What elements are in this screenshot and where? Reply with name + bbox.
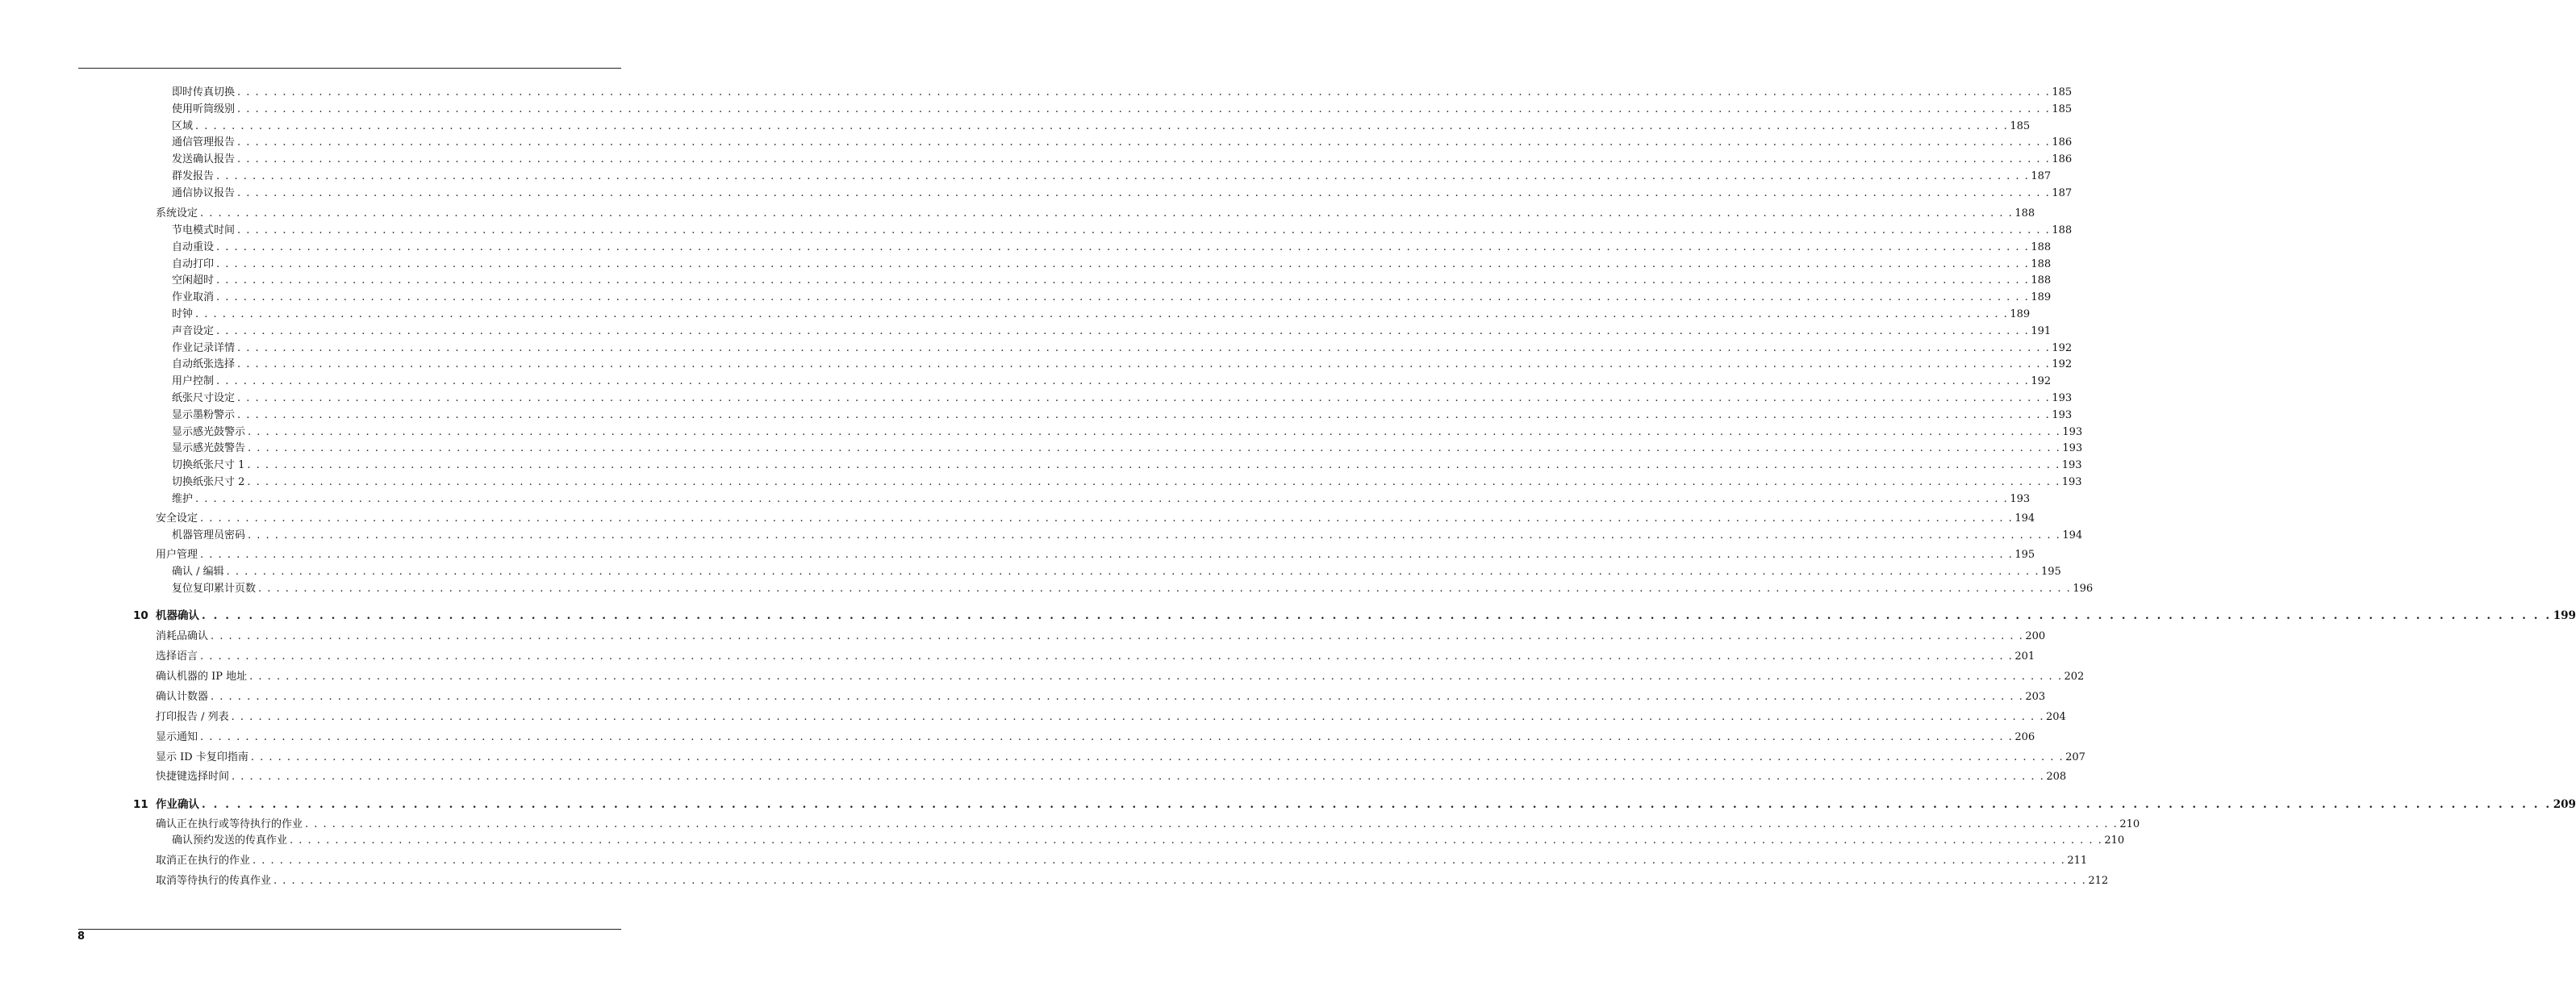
toc-entry-title: 声音设定 <box>172 325 215 337</box>
toc-entry-title: 区域 <box>172 120 194 132</box>
toc-entry-title: 复位复印累计页数 <box>172 583 257 595</box>
dot-leader: . . . . . . . . . . . . . . . . . . . . . . . . . . . . . . . . . . . . . . . . . . . . . . . . . . . . . . . . . . . . . . . . . . . . . . . . . . . . . . . . . . . . . . . . . . . . . . . . . . . . . . . . . . . . . . . . . . . . . . . . . . . . . . . . . . . . . . . . . . . . . . . . . . . . . . . . . . . . . . . . . . . . . . . . . . . . . . . . . . . . . . . . . . . . . . . . . . . . . . . . <box>249 671 2063 683</box>
toc-entry[interactable] <box>172 274 2052 288</box>
toc-entry-page: 186 <box>2052 136 2073 148</box>
toc-entry[interactable] <box>156 512 2035 526</box>
toc-entry[interactable] <box>156 710 2066 725</box>
dot-leader: . . . . . . . . . . . . . . . . . . . . . . . . . . . . . . . . . . . . . . . . . . . . . . . . . . . . . . . . . . . . . . . . . . . . . . . . . . . . . . . . . . . . . . . . . . . . . . . . . . . . . . . . . . . . . . . . . . . . . . . . . . . . . . . . . . . . . . . . . . . . . . . . . . . . . . . . . . . . . . . . . . . . . . . . . . . . . . . . . . . . . . . . . . . . . . . . . . . . . . . . <box>273 875 2087 887</box>
toc-entry[interactable] <box>172 169 2052 184</box>
toc-entry-page: 210 <box>2104 834 2125 847</box>
toc-entry[interactable] <box>172 458 2082 473</box>
dot-leader: . . . . . . . . . . . . . . . . . . . . . . . . . . . . . . . . . . . . . . . . . . . . . . . . . . . . . . . . . . . . . . . . . . . . . . . . . . . . . . . . . . . . . . . . . . . . . . . . . . . . . . . . . . . . . . . . . . . . . . . . . . . . . . . . . . . . . . . . . . . . . . . . . . . . . . . . . . . . . . . . . . . . . . . . . . . . . . . . . . . . . . . . . . . . . . . . . . . . . . . . <box>200 549 2014 561</box>
toc-entry-title: 确认预约发送的传真作业 <box>172 834 288 847</box>
toc-entry-page: 188 <box>2014 207 2035 220</box>
toc-entry-title: 确认 / 编辑 <box>172 566 224 578</box>
toc-entry[interactable] <box>172 153 2073 167</box>
toc-entry-page: 195 <box>2014 549 2035 561</box>
toc-entry-title: 节电模式时间 <box>172 224 236 236</box>
toc-entry-title: 即时传真切换 <box>172 86 236 98</box>
toc-entry-title: 消耗品确认 <box>156 630 209 642</box>
toc-entry-title: 发送确认报告 <box>172 153 236 165</box>
dot-leader: . . . . . . . . . . . . . . . . . . . . . . . . . . . . . . . . . . . . . . . . . . . . . . . . . . . . . . . . . . . . . . . . . . . . . . . . . . . . . . . . . . . . . . . . . . . . . . . . . . . . . . . . . . . . . . . . . . . . . . . . . . . . . . . . . . . . . . . . . . . . . . . . . . . . . . . . . . . . . . . . . . . . . . . . . . . . . . . . . . . . . . . . . . . . . . . . . . . . . . . . <box>237 86 2051 98</box>
toc-entry-page: 193 <box>2061 459 2082 471</box>
toc-entry-title: 快捷键选择时间 <box>156 771 230 783</box>
dot-leader: . . . . . . . . . . . . . . . . . . . . . . . . . . . . . . . . . . . . . . . . . . . . . . . . . . . . . . . . . . . . . . . . . . . . . . . . . . . . . . . . . . . . . . . . . . . . . . . . . . . . . . . . . . . . . . . . . . . . . . . . . . . . . . . . . . . . . . . . . . . . . . . . . . . . . . . . . . . . . . . . . . . . . . . . . . . . . . . . . . . . . . . . . . . . . . . . . . . . . . . . <box>250 751 2065 763</box>
toc-entry-title: 作业取消 <box>172 291 215 303</box>
toc-entry-title: 显示通知 <box>156 731 198 743</box>
toc-entry[interactable] <box>172 186 2073 201</box>
toc-entry[interactable] <box>156 548 2035 562</box>
toc-entry-title: 取消正在执行的作业 <box>156 855 251 867</box>
toc-entry-page: 196 <box>2073 583 2094 595</box>
toc-entry-title: 切换纸张尺寸 2 <box>172 476 245 488</box>
toc-entry-title: 确认正在执行或等待执行的作业 <box>156 818 303 830</box>
dot-leader: . . . . . . . . . . . . . . . . . . . . . . . . . . . . . . . . . . . . . . . . . . . . . . . . . . . . . . . . . . . . . . . . . . . . . . . . . . . . . . . . . . . . . . . . . . . . . . . . . . . . . . . . . . . . . . . . . . . . . . . . . . . . . . . . . . . . . . . . . . . . . . . . . . . . . . . . . . . . . . . . . . . . . . . . . . . . . . . . . . . . . . . . . . . . . . . . . . . . . . . . <box>248 529 2061 541</box>
dot-leader: . . . . . . . . . . . . . . . . . . . . . . . . . . . . . . . . . . . . . . . . . . . . . . . . . . . . . . . . . . . . . . . . . . . . . . . . . . . . . . . . . . . . . . . . . . . . . . . . . . . . . . . . . . . . . . . . . . . . . . . . . . . . . . . . . . . . . . . . . . . . . . . . . . . . . . . . . . . . . . . . . . . . . . . . . . . . . . . . . . . . . . . . . . . . . . . . . . . . . . . . <box>200 207 2014 220</box>
toc-entry-title: 显示墨粉警示 <box>172 409 236 421</box>
toc-entry-page: 199 <box>2553 609 2576 622</box>
dot-leader: . . . . . . . . . . . . . . . . . . . . . . . . . . . . . . . . . . . . . . . . . . . . . . . . . . . . . . . . . . . . . . . . . . . . . . . . . . . . . . . . . . . . . . . . . . . . . . . . . . . . . . . . . . . . . . . . . . . . . . . . . . . . . . . . . . . . . . . . . . . . . . . . . . . . . . . . . . . . . . . . . . . . . . . . . . . . . . . . . . . . . . . . . . . . . . . . . . . . . . . . <box>211 691 2024 703</box>
toc-entry[interactable] <box>156 874 2109 889</box>
toc-entry-title: 空闲超时 <box>172 274 215 286</box>
dot-leader: . . . . . . . . . . . . . . . . . . . . . . . . . . . . . . . . . . . . . . . . . . . . . . . . . . . . . . . . . . . . . . . . . . . . . . . . . . . . . . . . . . . . . . . . . . . . . . . . . . . . . . . . . . . . . . . . . . . . . . . . . . . . . . . . . . . . . . . . . . . . . . . . . . . . . . . . . . . . . . . . . . . . . . . . . . . . . . . . . . . . . . . . . . . . . . . . . . . . . . . . <box>216 291 2030 303</box>
toc-entry-page: 189 <box>2031 291 2052 303</box>
toc-entry-title: 系统设定 <box>156 207 198 220</box>
toc-entry-title: 维护 <box>172 493 194 505</box>
toc-entry-page: 193 <box>2061 476 2082 488</box>
dot-leader: . . . . . . . . . . . . . . . . . . . . . . . . . . . . . . . . . . . . . . . . . . . . . . . . . . . . . . . . . . . . . . . . . . . . . . . . . . . . . . . . . . . . . . . . . . . . . . . . . . . . . . . . . . . . . . . . . . . . . . . . . . . . . . . . . . . . . . . . . . . . . . . . . . . . . . . . . . . . . . . . . . . . . . . . . . . . . . . . . . . . . . . . . . . . . . . . . . . . . . . . <box>247 476 2060 488</box>
toc-entry-title: 群发报告 <box>172 170 215 182</box>
toc-entry[interactable] <box>172 475 2082 490</box>
dot-leader: . . . . . . . . . . . . . . . . . . . . . . . . . . . . . . . . . . . . . . . . . . . . . . . . . . . . . . . . . . . . . . . . . . . . . . . . . . . . . . . . . . . . . . . . . . . . . . . . . . . . . . . . . . . . . . . . . . . . . . . . . . . . . . . . . . . . . . . . . . . . . . . . . . . . . . . . . . . . . . . . . . . . . . . . . . . . . . . . . . . . . . . . . . . . . . . . . . . . . . . . <box>305 818 2119 830</box>
toc-entry-page: 187 <box>2052 187 2073 199</box>
toc-entry[interactable] <box>172 374 2052 389</box>
toc-entry[interactable] <box>172 582 2094 596</box>
toc-entry-page: 187 <box>2031 170 2052 182</box>
toc-entry[interactable] <box>172 358 2073 372</box>
toc-entry[interactable] <box>172 492 2031 507</box>
toc-entry-title: 确认机器的 IP 地址 <box>156 671 248 683</box>
dot-leader: . . . . . . . . . . . . . . . . . . . . . . . . . . . . . . . . . . . . . . . . . . . . . . . . . . . . . . . . . . . . . . . . . . . . . . . . . . . . . . . . . . . . . . . . . . . . . . . . . . . . . . . . . . . . . . . . . . . . . . . . . . . . . . . . . . . . . . . . . . . . . . . . . . . . . . . . . . . . . . . . . . . . . . . . . . . . . . . . . . . . . . . . . . . . . . . . . . . . . . . . <box>226 566 2040 578</box>
toc-entry[interactable] <box>156 690 2046 705</box>
dot-leader: . . . . . . . . . . . . . . . . . . . . . . . . . . . . . . . . . . . . . . . . . . . . . . . . . . . . . . . . . . . . . . . . . . . . . . . . . . . . . . . . . . . . . . . . . . . . . . . . . . . . . . . . . . . . . . . . . . . . . . . . . . . . . . . . . . . . . . . . . . . . . . . . . . . . . . . . . . . . . . . . . . . . . . . . . . . . . . . . . . . . . . . . . . . . . . . . . . . . . . . . <box>216 170 2030 182</box>
dot-leader: . . . . . . . . . . . . . . . . . . . . . . . . . . . . . . . . . . . . . . . . . . . . . . . . . . . . . . . . . . . . . . . . . . . . . . . . . . . . . . . . . . . . . . . . . . . . . . . . . . . . . . . . . . . . . . . . . . . . . . . . . . . . . . . . . . . . . . . . . . . . . . . . . . . . . . . . . . . . . . . . . . . . . . . . . . . . . . . . . . . . . . . . . . . . . . . . . . . . . . . . <box>237 153 2051 165</box>
toc-entry[interactable] <box>172 119 2031 134</box>
toc-entry-title: 使用听筒级别 <box>172 103 236 115</box>
dot-leader: . . . . . . . . . . . . . . . . . . . . . . . . . . . . . . . . . . . . . . . . . . . . . . . . . . . . . . . . . . . . . . . . . . . . . . . . . . . . . . . . . . . . . . . . . . . . . . . . . . . . . . . . . . . . . . . . . . . . . . . . . . . . . . . . . . . . . . . . . . . . . . . . . . . . . . . . . . . . . . . . . . . . . . . . . . . . . . . . . . . . . . . . . . . . . . . . . . . . . . . . <box>237 409 2051 421</box>
toc-entry-page: 194 <box>2062 529 2083 541</box>
toc-entry-title: 用户管理 <box>156 549 198 561</box>
toc-entry-page: 193 <box>2052 409 2073 421</box>
toc-entry[interactable] <box>172 102 2073 117</box>
dot-leader: . . . . . . . . . . . . . . . . . . . . . . . . . . . . . . . . . . . . . . . . . . . . . . . . . . . . . . . . . . . . . . . . . . . . . . . . . . . . . . . . . . . . . . . . . . . . . . . . . . . . . . . . . . . . . . . . . . . . . . . . . . . . . . . . . . . . . . . . . . . . . . . . . . . . . . . . . . . . . . . . . . . . . . . . . . . . . . . . . . . . . . . . . . . . . . . . . . . . . . . . <box>248 442 2061 454</box>
toc-entry-page: 206 <box>2014 731 2035 743</box>
toc-entry[interactable] <box>172 257 2052 272</box>
dot-leader: . . . . . . . . . . . . . . . . . . . . . . . . . . . . . . . . . . . . . . . . . . . . . . . . . . . . . . . . . . . . . . . . . . . . . . . . . . . . . . . . . . . . . . . . . . . . . . . . . . . . . . . . . . . . . . . . . . . . . . . . . . . . . . . . . . . . . . . . . . . . . . . . . . . . . . . . . . . . . . . . . . . . . . . . . . . . . . . . . . . . . . . . . . . . . . . . . . . . . . . . <box>202 609 2552 622</box>
toc-entry-title: 纸张尺寸设定 <box>172 392 236 404</box>
toc-entry-page: 192 <box>2031 375 2052 387</box>
toc-entry-page: 188 <box>2031 258 2052 270</box>
dot-leader: . . . . . . . . . . . . . . . . . . . . . . . . . . . . . . . . . . . . . . . . . . . . . . . . . . . . . . . . . . . . . . . . . . . . . . . . . . . . . . . . . . . . . . . . . . . . . . . . . . . . . . . . . . . . . . . . . . . . . . . . . . . . . . . . . . . . . . . . . . . . . . . . . . . . . . . . . . . . . . . . . . . . . . . . . . . . . . . . . . . . . . . . . . . . . . . . . . . . . . . . <box>216 258 2030 270</box>
dot-leader: . . . . . . . . . . . . . . . . . . . . . . . . . . . . . . . . . . . . . . . . . . . . . . . . . . . . . . . . . . . . . . . . . . . . . . . . . . . . . . . . . . . . . . . . . . . . . . . . . . . . . . . . . . . . . . . . . . . . . . . . . . . . . . . . . . . . . . . . . . . . . . . . . . . . . . . . . . . . . . . . . . . . . . . . . . . . . . . . . . . . . . . . . . . . . . . . . . . . . . . . <box>237 187 2051 199</box>
dot-leader: . . . . . . . . . . . . . . . . . . . . . . . . . . . . . . . . . . . . . . . . . . . . . . . . . . . . . . . . . . . . . . . . . . . . . . . . . . . . . . . . . . . . . . . . . . . . . . . . . . . . . . . . . . . . . . . . . . . . . . . . . . . . . . . . . . . . . . . . . . . . . . . . . . . . . . . . . . . . . . . . . . . . . . . . . . . . . . . . . . . . . . . . . . . . . . . . . . . . . . . . <box>237 103 2051 115</box>
toc-entry-page: 194 <box>2014 512 2035 525</box>
toc-entry-page: 200 <box>2025 630 2046 642</box>
toc-entry[interactable] <box>172 391 2073 406</box>
toc-entry-page: 192 <box>2052 342 2073 354</box>
dot-leader: . . . . . . . . . . . . . . . . . . . . . . . . . . . . . . . . . . . . . . . . . . . . . . . . . . . . . . . . . . . . . . . . . . . . . . . . . . . . . . . . . . . . . . . . . . . . . . . . . . . . . . . . . . . . . . . . . . . . . . . . . . . . . . . . . . . . . . . . . . . . . . . . . . . . . . . . . . . . . . . . . . . . . . . . . . . . . . . . . . . . . . . . . . . . . . . . . . . . . . . . <box>216 375 2030 387</box>
dot-leader: . . . . . . . . . . . . . . . . . . . . . . . . . . . . . . . . . . . . . . . . . . . . . . . . . . . . . . . . . . . . . . . . . . . . . . . . . . . . . . . . . . . . . . . . . . . . . . . . . . . . . . . . . . . . . . . . . . . . . . . . . . . . . . . . . . . . . . . . . . . . . . . . . . . . . . . . . . . . . . . . . . . . . . . . . . . . . . . . . . . . . . . . . . . . . . . . . . . . . . . . <box>202 798 2552 811</box>
toc-entry-title: 通信协议报告 <box>172 187 236 199</box>
toc-entry[interactable] <box>156 207 2035 221</box>
toc-entry-title: 自动重设 <box>172 241 215 253</box>
toc-entry[interactable] <box>172 408 2073 423</box>
toc-entry-page: 193 <box>2010 493 2031 505</box>
dot-leader: . . . . . . . . . . . . . . . . . . . . . . . . . . . . . . . . . . . . . . . . . . . . . . . . . . . . . . . . . . . . . . . . . . . . . . . . . . . . . . . . . . . . . . . . . . . . . . . . . . . . . . . . . . . . . . . . . . . . . . . . . . . . . . . . . . . . . . . . . . . . . . . . . . . . . . . . . . . . . . . . . . . . . . . . . . . . . . . . . . . . . . . . . . . . . . . . . . . . . . . . <box>258 583 2072 595</box>
toc-entry-title: 机器确认 <box>156 609 199 622</box>
toc-entry-title: 作业记录详情 <box>172 342 236 354</box>
toc-chapter[interactable] <box>133 797 2576 812</box>
toc-entry-title: 选择语言 <box>156 650 198 663</box>
toc-entry-page: 189 <box>2010 308 2031 320</box>
dot-leader: . . . . . . . . . . . . . . . . . . . . . . . . . . . . . . . . . . . . . . . . . . . . . . . . . . . . . . . . . . . . . . . . . . . . . . . . . . . . . . . . . . . . . . . . . . . . . . . . . . . . . . . . . . . . . . . . . . . . . . . . . . . . . . . . . . . . . . . . . . . . . . . . . . . . . . . . . . . . . . . . . . . . . . . . . . . . . . . . . . . . . . . . . . . . . . . . . . . . . . . . <box>211 630 2024 642</box>
toc-entry-page: 188 <box>2052 224 2073 236</box>
toc-entry[interactable] <box>172 565 2061 579</box>
dot-leader: . . . . . . . . . . . . . . . . . . . . . . . . . . . . . . . . . . . . . . . . . . . . . . . . . . . . . . . . . . . . . . . . . . . . . . . . . . . . . . . . . . . . . . . . . . . . . . . . . . . . . . . . . . . . . . . . . . . . . . . . . . . . . . . . . . . . . . . . . . . . . . . . . . . . . . . . . . . . . . . . . . . . . . . . . . . . . . . . . . . . . . . . . . . . . . . . . . . . . . . . <box>195 308 2009 320</box>
toc-entry-page: 207 <box>2065 751 2085 763</box>
dot-leader: . . . . . . . . . . . . . . . . . . . . . . . . . . . . . . . . . . . . . . . . . . . . . . . . . . . . . . . . . . . . . . . . . . . . . . . . . . . . . . . . . . . . . . . . . . . . . . . . . . . . . . . . . . . . . . . . . . . . . . . . . . . . . . . . . . . . . . . . . . . . . . . . . . . . . . . . . . . . . . . . . . . . . . . . . . . . . . . . . . . . . . . . . . . . . . . . . . . . . . . . <box>237 358 2051 370</box>
chapter-number: 11 <box>133 798 148 811</box>
toc-entry[interactable] <box>172 86 2073 100</box>
toc-entry-title: 显示感光鼓警示 <box>172 426 246 438</box>
toc-entry-title: 显示 ID 卡复印指南 <box>156 751 248 763</box>
header-rule <box>78 68 621 69</box>
footer-rule <box>78 929 621 930</box>
dot-leader: . . . . . . . . . . . . . . . . . . . . . . . . . . . . . . . . . . . . . . . . . . . . . . . . . . . . . . . . . . . . . . . . . . . . . . . . . . . . . . . . . . . . . . . . . . . . . . . . . . . . . . . . . . . . . . . . . . . . . . . . . . . . . . . . . . . . . . . . . . . . . . . . . . . . . . . . . . . . . . . . . . . . . . . . . . . . . . . . . . . . . . . . . . . . . . . . . . . . . . . . <box>231 711 2044 723</box>
toc-entry[interactable] <box>172 324 2052 339</box>
toc-entry-title: 时钟 <box>172 308 194 320</box>
dot-leader: . . . . . . . . . . . . . . . . . . . . . . . . . . . . . . . . . . . . . . . . . . . . . . . . . . . . . . . . . . . . . . . . . . . . . . . . . . . . . . . . . . . . . . . . . . . . . . . . . . . . . . . . . . . . . . . . . . . . . . . . . . . . . . . . . . . . . . . . . . . . . . . . . . . . . . . . . . . . . . . . . . . . . . . . . . . . . . . . . . . . . . . . . . . . . . . . . . . . . . . . <box>253 855 2066 867</box>
toc-entry-title: 自动纸张选择 <box>172 358 236 370</box>
dot-leader: . . . . . . . . . . . . . . . . . . . . . . . . . . . . . . . . . . . . . . . . . . . . . . . . . . . . . . . . . . . . . . . . . . . . . . . . . . . . . . . . . . . . . . . . . . . . . . . . . . . . . . . . . . . . . . . . . . . . . . . . . . . . . . . . . . . . . . . . . . . . . . . . . . . . . . . . . . . . . . . . . . . . . . . . . . . . . . . . . . . . . . . . . . . . . . . . . . . . . . . . <box>195 120 2009 132</box>
toc-entry-title: 取消等待执行的传真作业 <box>156 875 272 887</box>
toc-entry[interactable] <box>156 770 2067 784</box>
toc-entry-title: 通信管理报告 <box>172 136 236 148</box>
dot-leader: . . . . . . . . . . . . . . . . . . . . . . . . . . . . . . . . . . . . . . . . . . . . . . . . . . . . . . . . . . . . . . . . . . . . . . . . . . . . . . . . . . . . . . . . . . . . . . . . . . . . . . . . . . . . . . . . . . . . . . . . . . . . . . . . . . . . . . . . . . . . . . . . . . . . . . . . . . . . . . . . . . . . . . . . . . . . . . . . . . . . . . . . . . . . . . . . . . . . . . . . <box>200 512 2014 525</box>
toc-entry[interactable] <box>172 136 2073 150</box>
chapter-number: 10 <box>133 609 148 622</box>
toc-entry-page: 193 <box>2062 426 2083 438</box>
toc-entry-page: 209 <box>2553 798 2576 811</box>
dot-leader: . . . . . . . . . . . . . . . . . . . . . . . . . . . . . . . . . . . . . . . . . . . . . . . . . . . . . . . . . . . . . . . . . . . . . . . . . . . . . . . . . . . . . . . . . . . . . . . . . . . . . . . . . . . . . . . . . . . . . . . . . . . . . . . . . . . . . . . . . . . . . . . . . . . . . . . . . . . . . . . . . . . . . . . . . . . . . . . . . . . . . . . . . . . . . . . . . . . . . . . . <box>237 392 2051 404</box>
toc-entry[interactable] <box>172 529 2083 543</box>
toc-entry-page: 185 <box>2010 120 2031 132</box>
toc-entry[interactable] <box>172 425 2083 440</box>
toc-entry[interactable] <box>172 240 2052 255</box>
toc-entry-page: 193 <box>2062 442 2083 454</box>
toc-entry-page: 185 <box>2052 86 2073 98</box>
toc-entry[interactable] <box>172 834 2125 848</box>
toc-entry-page: 188 <box>2031 274 2052 286</box>
toc-entry[interactable] <box>156 751 2085 765</box>
toc-entry-page: 191 <box>2031 325 2052 337</box>
toc-entry[interactable] <box>156 730 2035 745</box>
toc-entry-title: 作业确认 <box>156 798 199 811</box>
dot-leader: . . . . . . . . . . . . . . . . . . . . . . . . . . . . . . . . . . . . . . . . . . . . . . . . . . . . . . . . . . . . . . . . . . . . . . . . . . . . . . . . . . . . . . . . . . . . . . . . . . . . . . . . . . . . . . . . . . . . . . . . . . . . . . . . . . . . . . . . . . . . . . . . . . . . . . . . . . . . . . . . . . . . . . . . . . . . . . . . . . . . . . . . . . . . . . . . . . . . . . . . <box>237 136 2051 148</box>
toc-entry-page: 212 <box>2088 875 2109 887</box>
toc-entry-title: 安全设定 <box>156 512 198 525</box>
toc-entry-page: 193 <box>2052 392 2073 404</box>
toc-entry[interactable] <box>172 441 2083 456</box>
toc-entry[interactable] <box>156 854 2088 868</box>
toc-entry-title: 打印报告 / 列表 <box>156 711 229 723</box>
toc-entry-title: 切换纸张尺寸 1 <box>172 459 245 471</box>
toc-entry[interactable] <box>172 341 2073 356</box>
toc-entry-page: 210 <box>2119 818 2140 830</box>
toc-entry[interactable] <box>156 670 2085 684</box>
toc-entry-page: 195 <box>2040 566 2061 578</box>
dot-leader: . . . . . . . . . . . . . . . . . . . . . . . . . . . . . . . . . . . . . . . . . . . . . . . . . . . . . . . . . . . . . . . . . . . . . . . . . . . . . . . . . . . . . . . . . . . . . . . . . . . . . . . . . . . . . . . . . . . . . . . . . . . . . . . . . . . . . . . . . . . . . . . . . . . . . . . . . . . . . . . . . . . . . . . . . . . . . . . . . . . . . . . . . . . . . . . . . . . . . . . . <box>237 224 2051 236</box>
toc-entry[interactable] <box>172 224 2073 238</box>
toc-entry-page: 204 <box>2045 711 2066 723</box>
dot-leader: . . . . . . . . . . . . . . . . . . . . . . . . . . . . . . . . . . . . . . . . . . . . . . . . . . . . . . . . . . . . . . . . . . . . . . . . . . . . . . . . . . . . . . . . . . . . . . . . . . . . . . . . . . . . . . . . . . . . . . . . . . . . . . . . . . . . . . . . . . . . . . . . . . . . . . . . . . . . . . . . . . . . . . . . . . . . . . . . . . . . . . . . . . . . . . . . . . . . . . . . <box>248 426 2061 438</box>
toc-entry-page: 192 <box>2052 358 2073 370</box>
dot-leader: . . . . . . . . . . . . . . . . . . . . . . . . . . . . . . . . . . . . . . . . . . . . . . . . . . . . . . . . . . . . . . . . . . . . . . . . . . . . . . . . . . . . . . . . . . . . . . . . . . . . . . . . . . . . . . . . . . . . . . . . . . . . . . . . . . . . . . . . . . . . . . . . . . . . . . . . . . . . . . . . . . . . . . . . . . . . . . . . . . . . . . . . . . . . . . . . . . . . . . . . <box>232 771 2045 783</box>
toc-entry[interactable] <box>156 817 2140 832</box>
page-number: 8 <box>77 930 86 943</box>
toc-entry-page: 201 <box>2014 650 2035 663</box>
dot-leader: . . . . . . . . . . . . . . . . . . . . . . . . . . . . . . . . . . . . . . . . . . . . . . . . . . . . . . . . . . . . . . . . . . . . . . . . . . . . . . . . . . . . . . . . . . . . . . . . . . . . . . . . . . . . . . . . . . . . . . . . . . . . . . . . . . . . . . . . . . . . . . . . . . . . . . . . . . . . . . . . . . . . . . . . . . . . . . . . . . . . . . . . . . . . . . . . . . . . . . . . <box>200 650 2014 663</box>
toc-chapter[interactable] <box>133 608 2576 623</box>
toc-entry-page: 211 <box>2067 855 2088 867</box>
dot-leader: . . . . . . . . . . . . . . . . . . . . . . . . . . . . . . . . . . . . . . . . . . . . . . . . . . . . . . . . . . . . . . . . . . . . . . . . . . . . . . . . . . . . . . . . . . . . . . . . . . . . . . . . . . . . . . . . . . . . . . . . . . . . . . . . . . . . . . . . . . . . . . . . . . . . . . . . . . . . . . . . . . . . . . . . . . . . . . . . . . . . . . . . . . . . . . . . . . . . . . . . <box>216 241 2030 253</box>
dot-leader: . . . . . . . . . . . . . . . . . . . . . . . . . . . . . . . . . . . . . . . . . . . . . . . . . . . . . . . . . . . . . . . . . . . . . . . . . . . . . . . . . . . . . . . . . . . . . . . . . . . . . . . . . . . . . . . . . . . . . . . . . . . . . . . . . . . . . . . . . . . . . . . . . . . . . . . . . . . . . . . . . . . . . . . . . . . . . . . . . . . . . . . . . . . . . . . . . . . . . . . . <box>200 731 2014 743</box>
dot-leader: . . . . . . . . . . . . . . . . . . . . . . . . . . . . . . . . . . . . . . . . . . . . . . . . . . . . . . . . . . . . . . . . . . . . . . . . . . . . . . . . . . . . . . . . . . . . . . . . . . . . . . . . . . . . . . . . . . . . . . . . . . . . . . . . . . . . . . . . . . . . . . . . . . . . . . . . . . . . . . . . . . . . . . . . . . . . . . . . . . . . . . . . . . . . . . . . . . . . . . . . <box>216 325 2030 337</box>
toc-entry-title: 用户控制 <box>172 375 215 387</box>
toc-entry[interactable] <box>156 650 2035 664</box>
toc-entry-page: 208 <box>2046 771 2067 783</box>
toc-entry-page: 185 <box>2052 103 2073 115</box>
dot-leader: . . . . . . . . . . . . . . . . . . . . . . . . . . . . . . . . . . . . . . . . . . . . . . . . . . . . . . . . . . . . . . . . . . . . . . . . . . . . . . . . . . . . . . . . . . . . . . . . . . . . . . . . . . . . . . . . . . . . . . . . . . . . . . . . . . . . . . . . . . . . . . . . . . . . . . . . . . . . . . . . . . . . . . . . . . . . . . . . . . . . . . . . . . . . . . . . . . . . . . . . <box>237 342 2051 354</box>
dot-leader: . . . . . . . . . . . . . . . . . . . . . . . . . . . . . . . . . . . . . . . . . . . . . . . . . . . . . . . . . . . . . . . . . . . . . . . . . . . . . . . . . . . . . . . . . . . . . . . . . . . . . . . . . . . . . . . . . . . . . . . . . . . . . . . . . . . . . . . . . . . . . . . . . . . . . . . . . . . . . . . . . . . . . . . . . . . . . . . . . . . . . . . . . . . . . . . . . . . . . . . . <box>195 493 2009 505</box>
toc-entry-page: 188 <box>2031 241 2052 253</box>
toc-entry-page: 202 <box>2064 671 2085 683</box>
toc-entry-title: 确认计数器 <box>156 691 209 703</box>
dot-leader: . . . . . . . . . . . . . . . . . . . . . . . . . . . . . . . . . . . . . . . . . . . . . . . . . . . . . . . . . . . . . . . . . . . . . . . . . . . . . . . . . . . . . . . . . . . . . . . . . . . . . . . . . . . . . . . . . . . . . . . . . . . . . . . . . . . . . . . . . . . . . . . . . . . . . . . . . . . . . . . . . . . . . . . . . . . . . . . . . . . . . . . . . . . . . . . . . . . . . . . . <box>247 459 2060 471</box>
dot-leader: . . . . . . . . . . . . . . . . . . . . . . . . . . . . . . . . . . . . . . . . . . . . . . . . . . . . . . . . . . . . . . . . . . . . . . . . . . . . . . . . . . . . . . . . . . . . . . . . . . . . . . . . . . . . . . . . . . . . . . . . . . . . . . . . . . . . . . . . . . . . . . . . . . . . . . . . . . . . . . . . . . . . . . . . . . . . . . . . . . . . . . . . . . . . . . . . . . . . . . . . <box>290 834 2103 847</box>
toc-entry[interactable] <box>172 291 2052 305</box>
toc-entry[interactable] <box>156 629 2046 644</box>
toc-entry-page: 203 <box>2025 691 2046 703</box>
toc-entry-title: 显示感光鼓警告 <box>172 442 246 454</box>
toc-entry[interactable] <box>172 307 2031 322</box>
toc-entry-title: 机器管理员密码 <box>172 529 246 541</box>
toc-entry-title: 自动打印 <box>172 258 215 270</box>
dot-leader: . . . . . . . . . . . . . . . . . . . . . . . . . . . . . . . . . . . . . . . . . . . . . . . . . . . . . . . . . . . . . . . . . . . . . . . . . . . . . . . . . . . . . . . . . . . . . . . . . . . . . . . . . . . . . . . . . . . . . . . . . . . . . . . . . . . . . . . . . . . . . . . . . . . . . . . . . . . . . . . . . . . . . . . . . . . . . . . . . . . . . . . . . . . . . . . . . . . . . . . . <box>216 274 2030 286</box>
toc-entry-page: 186 <box>2052 153 2073 165</box>
